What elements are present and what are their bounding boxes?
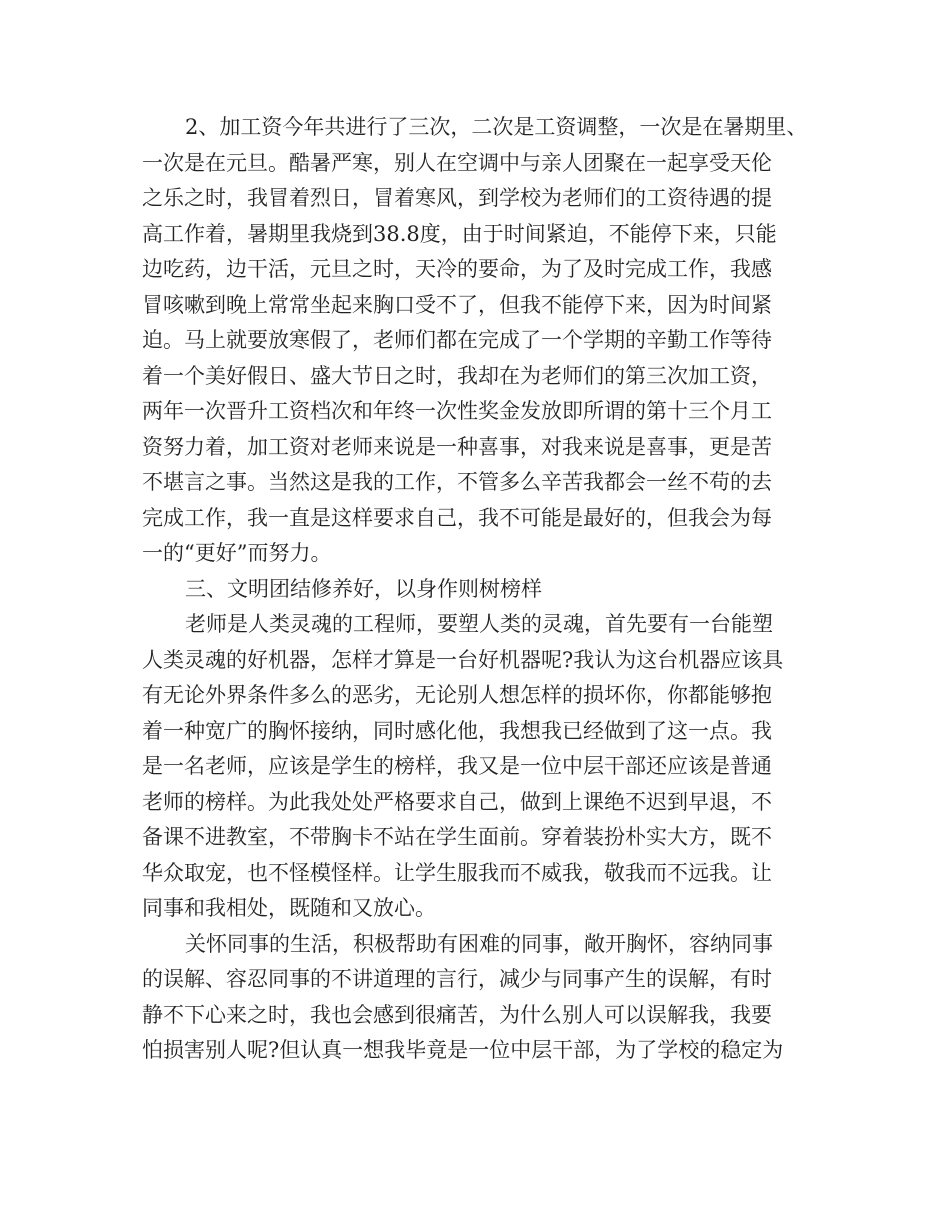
text-line: 的误解、容忍同事的不讲道理的言行，减少与同事产生的误解，有时 [142, 967, 772, 991]
text-line: 高工作着，暑期里我烧到38.8度，由于时间紧迫，不能停下来，只能 [142, 221, 777, 246]
text-line: 备课不进教室，不带胸卡不站在学生面前。穿着装扮朴实大方，既不 [142, 825, 772, 849]
section-heading: 三、文明团结修养好，以身作则树榜样 [185, 576, 542, 601]
text-line: 老师是人类灵魂的工程师，要塑人类的灵魂，首先要有一台能塑 [185, 612, 773, 636]
text-line: 静不下心来之时，我也会感到很痛苦，为什么别人可以误解我，我要 [142, 1002, 772, 1027]
text-line: 是一名老师，应该是学生的榜样，我又是一位中层干部还应该是普通 [142, 754, 772, 778]
text-line: 完成工作，我一直是这样要求自己，我不可能是最好的，但我会为每 [142, 505, 772, 530]
text-line: 着一个美好假日、盛大节日之时，我却在为老师们的第三次加工资， [142, 363, 772, 388]
text-line: 迫。马上就要放寒假了，老师们都在完成了一个学期的辛勤工作等待 [142, 328, 772, 352]
text-line: 关怀同事的生活，积极帮助有困难的同事，敞开胸怀，容纳同事 [185, 931, 773, 956]
text-line: 一的“更好”而努力。 [142, 541, 332, 565]
text-line: 有无论外界条件多么的恶劣，无论别人想怎样的损坏你，你都能够抱 [142, 683, 772, 707]
text-line: 人类灵魂的好机器，怎样才算是一台好机器呢?我认为这台机器应该具 [142, 647, 784, 672]
text-line: 华众取宠，也不怪模怪样。让学生服我而不威我，敬我而不远我。让 [142, 860, 772, 885]
text-line: 边吃药，边干活，元旦之时，天冷的要命，为了及时完成工作，我感 [142, 257, 772, 281]
text-line: 一次是在元旦。酷暑严寒，别人在空调中与亲人团聚在一起享受天伦 [142, 150, 772, 175]
text-line: 2、加工资今年共进行了三次，二次是工资调整，一次是在暑期里、 [185, 115, 808, 139]
document-body [142, 110, 812, 1069]
text-line: 老师的榜样。为此我处处严格要求自己，做到上课绝不迟到早退，不 [142, 789, 772, 814]
text-line: 冒咳嗽到晚上常常坐起来胸口受不了，但我不能停下来，因为时间紧 [142, 292, 772, 317]
text-line: 同事和我相处，既随和又放心。 [142, 896, 436, 920]
text-line: 两年一次晋升工资档次和年终一次性奖金发放即所谓的第十三个月工 [142, 399, 772, 423]
text-line: 之乐之时，我冒着烈日，冒着寒风，到学校为老师们的工资待遇的提 [142, 186, 772, 210]
text-line: 资努力着，加工资对老师来说是一种喜事，对我来说是喜事，更是苦 [142, 434, 772, 459]
text-line: 怕损害别人呢?但认真一想我毕竟是一位中层干部，为了学校的稳定为 [142, 1038, 784, 1062]
text-line: 不堪言之事。当然这是我的工作，不管多么辛苦我都会一丝不苟的去 [142, 470, 772, 494]
text-line: 着一种宽广的胸怀接纳，同时感化他，我想我已经做到了这一点。我 [142, 718, 772, 743]
